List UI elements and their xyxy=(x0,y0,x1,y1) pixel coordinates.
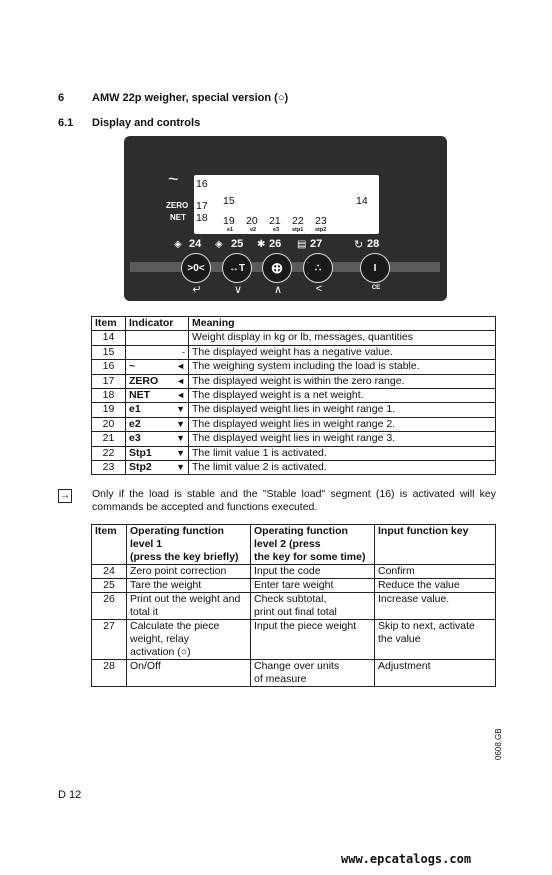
op1-cell xyxy=(127,579,251,593)
function-table xyxy=(91,524,496,687)
indicator-cell xyxy=(126,432,189,446)
table-header-row xyxy=(92,317,496,331)
indicator-arrow-icon: ◄ xyxy=(176,375,185,386)
indicator-cell xyxy=(126,388,189,402)
indicator-arrow-icon: ◄ xyxy=(176,361,185,372)
indicator-18: 18 xyxy=(196,212,208,224)
indicator-arrow-icon: ◄ xyxy=(176,389,185,400)
meaning-cell: The displayed weight is a net weight. xyxy=(189,388,496,402)
indicator-14: 14 xyxy=(356,195,368,207)
indicator-19: 19 xyxy=(223,215,235,227)
table-row xyxy=(92,388,496,402)
header-line: Operating function xyxy=(254,525,348,537)
item-cell: 25 xyxy=(92,579,127,593)
indicator-cell xyxy=(126,360,189,374)
cell-line: Skip to next, activate xyxy=(378,620,475,632)
stable-tilde-icon: ~ xyxy=(168,169,179,189)
indicator-text: Stp1 xyxy=(129,446,152,459)
table-row xyxy=(92,620,496,660)
item-cell: 17 xyxy=(92,374,126,388)
item-cell: 24 xyxy=(92,565,127,579)
note-arrow-icon: → xyxy=(60,490,70,501)
on-off-key[interactable]: I xyxy=(360,253,390,283)
cell-line: Adjustment xyxy=(378,660,431,672)
cell-line: of measure xyxy=(254,673,307,685)
key-number-26: 26 xyxy=(269,238,282,250)
indicator-cell xyxy=(126,403,189,417)
cell-line: Tare the weight xyxy=(130,579,202,591)
key-number-24: 24 xyxy=(189,238,202,250)
indicator-15: 15 xyxy=(223,195,235,207)
header-op2 xyxy=(251,525,375,565)
header-line: level 2 (press xyxy=(254,538,321,550)
wl-icon: ◈ xyxy=(174,239,182,250)
cell-line: Enter tare weight xyxy=(254,579,334,591)
sub-e1: e1 xyxy=(227,227,234,233)
sub-e3: e3 xyxy=(273,227,280,233)
item-cell: 14 xyxy=(92,331,126,345)
indicator-cell xyxy=(126,460,189,474)
subsection-number: 6.1 xyxy=(58,117,74,129)
indicator-16: 16 xyxy=(196,178,208,190)
indicator-21: 21 xyxy=(269,215,281,227)
zero-key[interactable]: >0< xyxy=(181,253,211,283)
table-row xyxy=(92,331,496,345)
table-row xyxy=(92,360,496,374)
watermark-link[interactable]: www.epcatalogs.com xyxy=(341,852,472,866)
cell-line: Calculate the piece xyxy=(130,620,220,632)
header-line: level 1 xyxy=(130,538,163,550)
cell-line: Change over units xyxy=(254,660,340,672)
tare-key[interactable]: ↔T xyxy=(222,253,252,283)
cell-line: Reduce the value xyxy=(378,579,460,591)
printer-icon: ▤ xyxy=(297,239,307,250)
item-cell: 18 xyxy=(92,388,126,402)
indicator-22: 22 xyxy=(292,215,304,227)
indicator-arrow-icon: ▼ xyxy=(176,418,185,429)
table-row xyxy=(92,593,496,620)
table-header-row xyxy=(92,525,496,565)
indicator-20: 20 xyxy=(246,215,258,227)
meaning-cell: The displayed weight has a negative value. xyxy=(189,345,496,359)
cell-line: On/Off xyxy=(130,660,161,672)
item-cell: 20 xyxy=(92,417,126,431)
header-meaning: Meaning xyxy=(189,317,496,331)
cell-line: Confirm xyxy=(378,565,415,577)
indicator-text: e1 xyxy=(129,403,141,416)
cell-line: Check subtotal, xyxy=(254,593,327,605)
enter-icon: ↵ xyxy=(192,284,202,296)
indicator-text: Stp2 xyxy=(129,460,152,473)
header-line: (press the key briefly) xyxy=(130,551,239,563)
cell-line: Increase value. xyxy=(378,593,450,605)
header-op1 xyxy=(127,525,251,565)
meaning-cell: The displayed weight lies in weight range 2. xyxy=(189,417,496,431)
print-key[interactable]: ⊕ xyxy=(262,253,292,283)
item-cell: 21 xyxy=(92,432,126,446)
indicator-arrow-icon: ▼ xyxy=(176,447,185,458)
meaning-cell: The limit value 2 is activated. xyxy=(189,460,496,474)
left-icon: < xyxy=(315,283,323,295)
header-indicator: Indicator xyxy=(126,317,189,331)
indicator-17: 17 xyxy=(196,200,208,212)
op2-cell xyxy=(251,565,375,579)
cell-line: activation (○) xyxy=(130,646,191,658)
indicator-cell xyxy=(126,331,189,345)
header-line: Operating function xyxy=(130,525,224,537)
op2-cell xyxy=(251,593,375,620)
piece-count-key[interactable]: ∴ xyxy=(303,253,333,283)
star-icon: ✱ xyxy=(257,239,266,250)
refresh-icon: ↻ xyxy=(354,239,364,251)
ce-label: CE xyxy=(371,285,381,291)
input-cell xyxy=(375,593,496,620)
indicator-arrow-icon: ▼ xyxy=(176,461,185,472)
table-row xyxy=(92,374,496,388)
indicator-cell xyxy=(126,374,189,388)
cell-line: the value xyxy=(378,633,421,645)
pt-icon: ◈ xyxy=(215,239,223,250)
section-title: AMW 22p weigher, special version (○) xyxy=(92,92,289,104)
cell-line: print out final total xyxy=(254,606,337,618)
meaning-cell: Weight display in kg or lb, messages, quantities xyxy=(189,331,496,345)
key-number-28: 28 xyxy=(367,238,380,250)
subsection-title: Display and controls xyxy=(92,117,201,129)
zero-label: ZERO xyxy=(166,201,189,210)
cell-line: Input the piece weight xyxy=(254,620,357,632)
indicator-cell xyxy=(126,417,189,431)
indicator-cell xyxy=(126,446,189,460)
indicator-arrow-icon: ▼ xyxy=(176,433,185,444)
item-cell: 26 xyxy=(92,593,127,620)
indicator-text: e2 xyxy=(129,417,141,430)
table-row xyxy=(92,460,496,474)
cell-line: Zero point correction xyxy=(130,565,227,577)
indicator-text: NET xyxy=(129,388,150,401)
table-row xyxy=(92,345,496,359)
meaning-cell: The displayed weight is within the zero range. xyxy=(189,374,496,388)
cell-line: Print out the weight and xyxy=(130,593,241,605)
net-label: NET xyxy=(170,213,186,222)
cell-line: total it xyxy=(130,606,159,618)
op2-cell xyxy=(251,579,375,593)
display-screen xyxy=(194,175,379,234)
op1-cell xyxy=(127,660,251,687)
op1-cell xyxy=(127,620,251,660)
indicator-text: ~ xyxy=(129,360,136,373)
table-row xyxy=(92,565,496,579)
indicator-arrow-icon: - xyxy=(182,346,185,357)
sub-stp1: stp1 xyxy=(292,227,304,233)
indicator-table xyxy=(91,316,496,475)
op2-cell xyxy=(251,660,375,687)
document-code: 0608.GB xyxy=(494,728,503,760)
indicator-23: 23 xyxy=(315,215,327,227)
up-icon: ∧ xyxy=(273,284,283,296)
meaning-cell: The displayed weight lies in weight range 3. xyxy=(189,432,496,446)
item-cell: 15 xyxy=(92,345,126,359)
op1-cell xyxy=(127,593,251,620)
table-row xyxy=(92,403,496,417)
input-cell xyxy=(375,565,496,579)
input-cell xyxy=(375,620,496,660)
header-item: Item xyxy=(92,317,126,331)
item-cell: 27 xyxy=(92,620,127,660)
header-line: the key for some time) xyxy=(254,551,366,563)
meaning-cell: The weighing system including the load is stable. xyxy=(189,360,496,374)
indicator-arrow-icon: ▼ xyxy=(176,404,185,415)
op1-cell xyxy=(127,565,251,579)
table-row xyxy=(92,432,496,446)
cell-line: weight, relay xyxy=(130,633,189,645)
sub-e2: e2 xyxy=(250,227,257,233)
meaning-cell: The limit value 1 is activated. xyxy=(189,446,496,460)
table-row xyxy=(92,579,496,593)
header-input: Input function key xyxy=(375,525,496,565)
note-text: Only if the load is stable and the "Stable load" segment (16) is activated will key commands be accepted and functions executed. xyxy=(92,488,496,513)
input-cell xyxy=(375,579,496,593)
key-number-25: 25 xyxy=(231,238,244,250)
table-row xyxy=(92,446,496,460)
down-icon: ∨ xyxy=(233,284,243,296)
item-cell: 22 xyxy=(92,446,126,460)
header-item: Item xyxy=(92,525,127,565)
indicator-cell xyxy=(126,345,189,359)
key-number-27: 27 xyxy=(310,238,323,250)
input-cell xyxy=(375,660,496,687)
indicator-text: e3 xyxy=(129,432,141,445)
op2-cell xyxy=(251,620,375,660)
meaning-cell: The displayed weight lies in weight range 1. xyxy=(189,403,496,417)
sub-stp2: stp2 xyxy=(315,227,327,233)
item-cell: 19 xyxy=(92,403,126,417)
table-row xyxy=(92,660,496,687)
item-cell: 23 xyxy=(92,460,126,474)
table-row xyxy=(92,417,496,431)
indicator-text: ZERO xyxy=(129,374,159,387)
item-cell: 16 xyxy=(92,360,126,374)
cell-line: Input the code xyxy=(254,565,321,577)
section-number: 6 xyxy=(58,92,65,104)
page-label: D 12 xyxy=(58,789,82,801)
item-cell: 28 xyxy=(92,660,127,687)
